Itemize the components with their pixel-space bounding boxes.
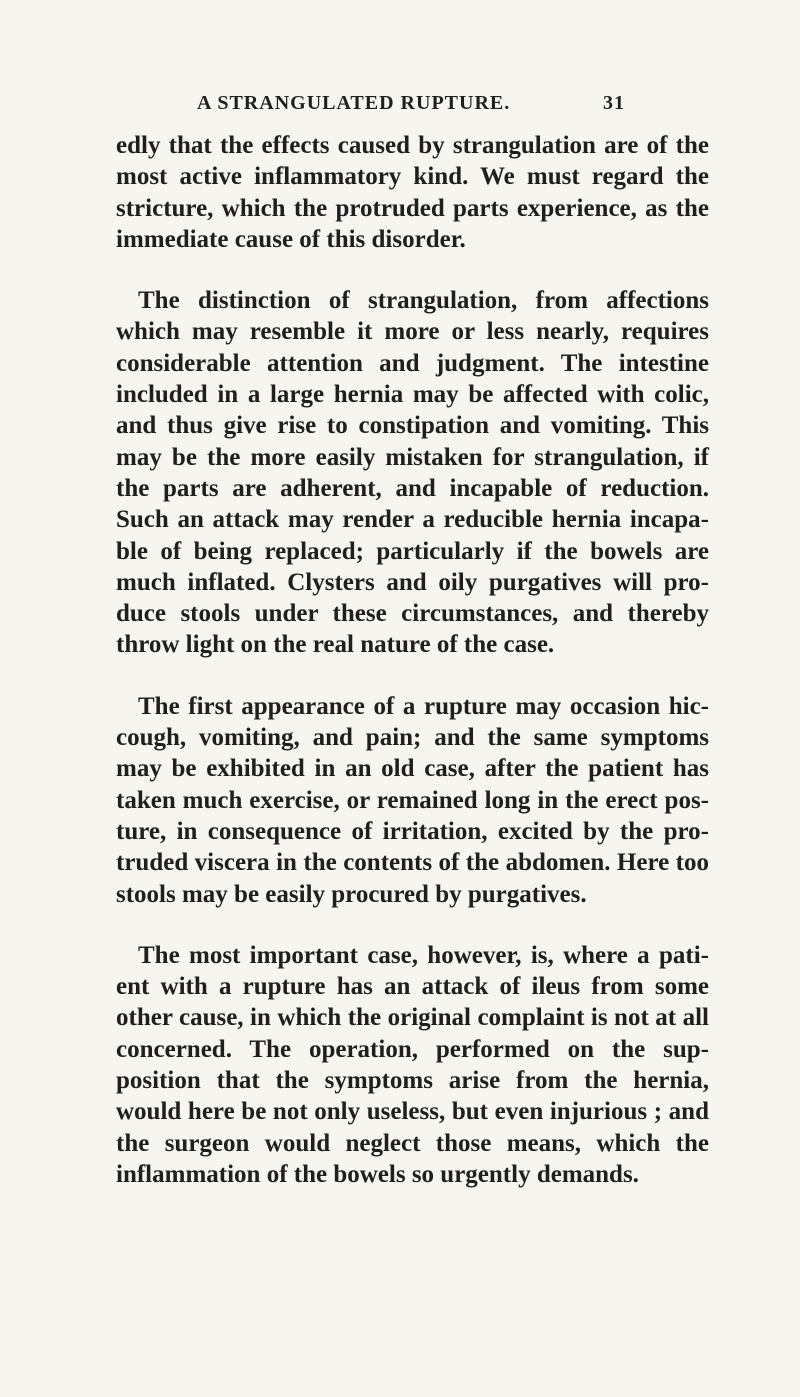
paragraph-first-appearance: The first appearance of a rupture may occasion hiccough, vomiting, and pain; and the same symptoms may be exhibited in an old case, after the patient has taken much exercise, or remained long in the erect posture, in consequence of irritation, excited by the protruded viscera in the contents of the abdomen. Here too stools may be easily procured by purgatives. <box>116 692 709 908</box>
running-title: A STRANGULATED RUPTURE. <box>197 92 511 114</box>
paragraph-continuation: edly that the effects caused by strangulation are of the most active inflammatory kind. We must regard the stricture, which the protruded parts experience, as the immediate cause of this disorder. <box>116 132 709 253</box>
page-number: 31 <box>603 92 625 114</box>
body-text <box>116 130 709 1190</box>
paragraph-distinction-of-strangulation: The distinction of strangulation, from affections which may resemble it more or less nearly, requires considerable attention and judgment. The intestine included in a large hernia may be affected with colic, and thus give rise to constipation and vomiting. This may be the more easily mistaken for strangulation, if the parts are adherent, and incapable of reduction. Such an attack may render a reducible hernia incapable of being replaced; particularly if the bowels are much inflated. Clysters and oily purgatives will produce stools under these circumstances, and thereby throw light on the real nature of the case. <box>116 287 709 659</box>
paragraph-most-important-case: The most important case, however, is, where a patient with a rupture has an attack of ileus from some other cause, in which the original complaint is not at all concerned. The operation, performed on the supposition that the symptoms arise from the hernia, would here be not only useless, but even injurious ; and the surgeon would neglect those means, which the inflammation of the bowels so urgently demands. <box>116 941 709 1188</box>
